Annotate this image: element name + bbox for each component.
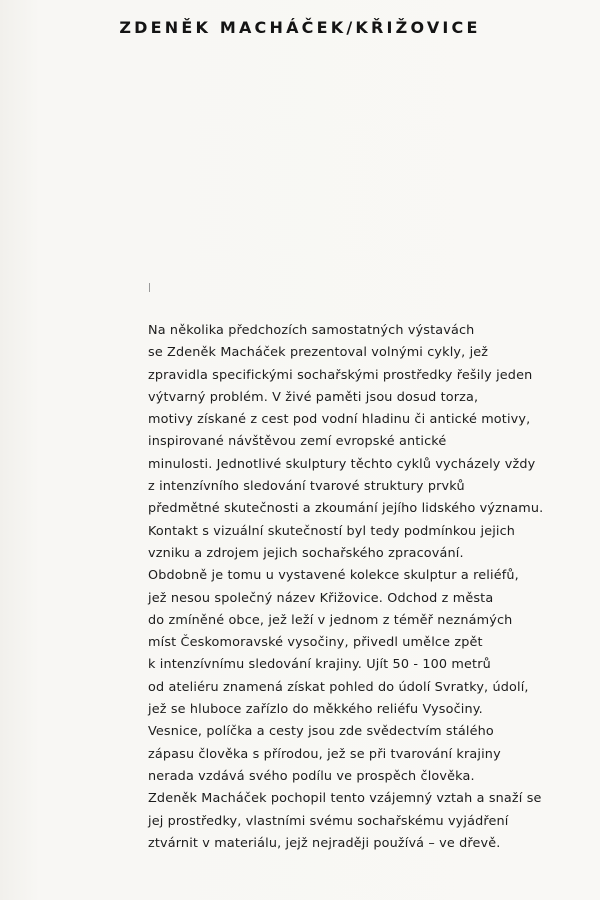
text-line: míst Českomoravské vysočiny, přivedl umělce zpět [148,635,483,651]
text-line: z intenzívního sledování tvarové struktury prvků [148,479,465,495]
text-line: Na několika předchozích samostatných výstavách [148,323,475,338]
margin-mark [149,283,150,292]
text-line: jež se hluboce zařízlo do měkkého reliéfu Vysočiny. [148,702,483,718]
text-line: minulosti. Jednotlivé skulptury těchto cyklů vycházely vždy [148,456,536,472]
text-line: vzniku a zdrojem jejich sochařského zpracování. [148,545,464,561]
text-line: ztvárnit v materiálu, jejž nejraději používá – ve dřevě. [148,835,501,851]
text-line: motivy získané z cest pod vodní hladinu či antické motivy, [148,412,531,428]
text-line: do zmíněné obce, jež leží v jednom z téměř neznámých [148,612,513,628]
show-through-text [150,50,570,281]
text-line: od ateliéru znamená získat pohled do údolí Svratky, údolí, [148,679,529,695]
text-line: nerada vzdává svého podílu ve prospěch člověka. [148,768,475,784]
text-line: jej prostředky, vlastními svému sochařskému vyjádření [148,813,509,829]
text-line: Vesnice, políčka a cesty jsou zde svědectvím stálého [148,724,494,740]
text-line: jež nesou společný název Křižovice. Odchod z města [148,590,494,606]
text-line: inspirované návštěvou zemí evropské antické [148,434,447,450]
text-line: zpravidla specifickými sochařskými prostředky řešily jeden [148,367,533,383]
text-line: výtvarný problém. V živé paměti jsou dosud torza, [148,389,479,405]
text-line: předmětné skutečnosti a zkoumání jejího lidského významu. [148,501,544,517]
text-line: k intenzívnímu sledování krajiny. Ujít 50 - 100 metrů [148,657,491,673]
text-line: zápasu člověka s přírodou, jež se při tvarování krajiny [148,746,501,762]
text-line: se Zdeněk Macháček prezentoval volnými cykly, jež [148,345,489,361]
page-title: ZDENĚK MACHÁČEK/KŘIŽOVICE [119,18,481,37]
article-body [148,320,588,855]
text-line: Kontakt s vizuální skutečností byl tedy podmínkou jejich [148,523,516,539]
text-line: Obdobně je tomu u vystavené kolekce skulptur a reliéfů, [148,568,519,584]
text-line: Zdeněk Macháček pochopil tento vzájemný vztah a snaží se [148,791,542,807]
